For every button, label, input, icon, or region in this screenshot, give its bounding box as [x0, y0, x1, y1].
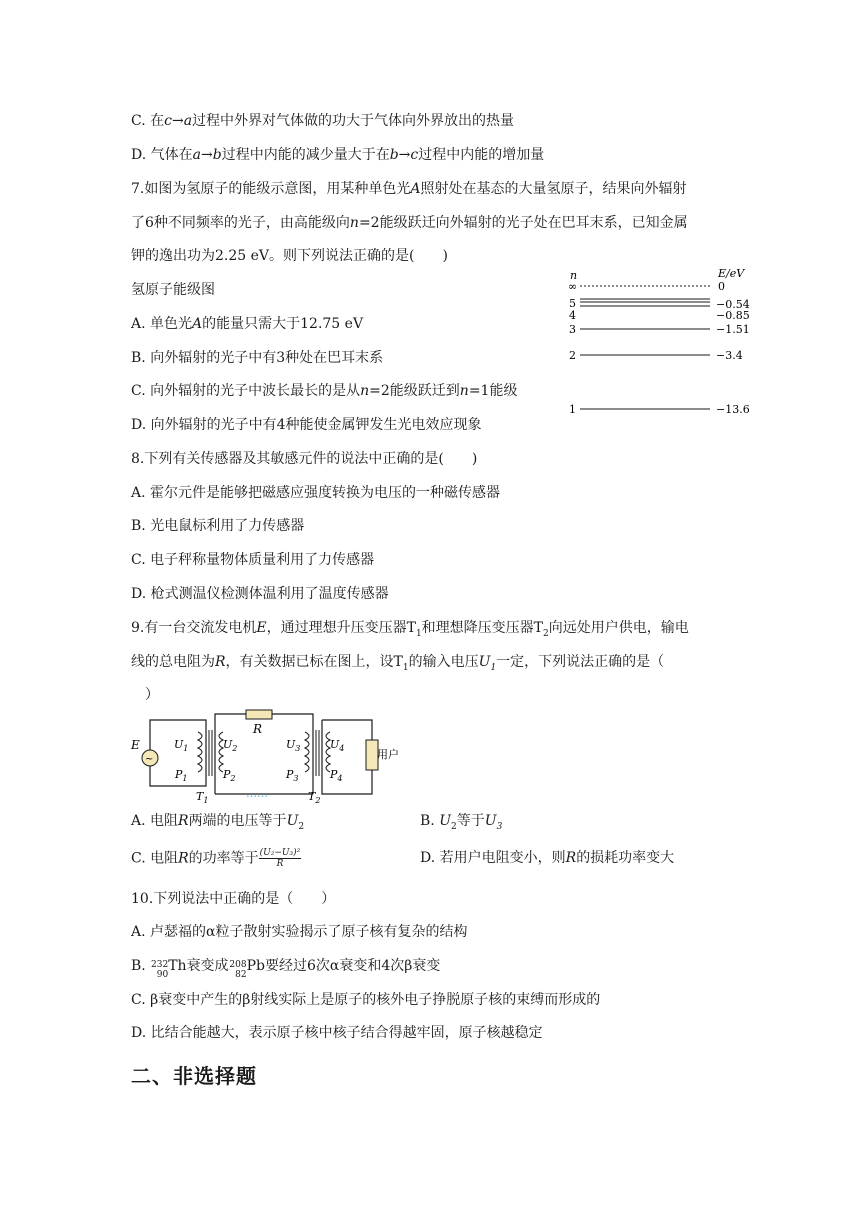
text: A. 电阻	[131, 813, 179, 829]
subscript: 2	[543, 628, 549, 639]
q7-option-c	[131, 381, 517, 401]
level-e-4: −0.85	[716, 309, 750, 322]
q8-option-a: A. 霍尔元件是能够把磁感应强度转换为电压的一种磁传感器	[131, 485, 501, 501]
arrow: →	[171, 113, 184, 129]
var: U	[286, 813, 299, 829]
q7-option-b: B. 向外辐射的光子中有3种处在巴耳末系	[131, 350, 384, 366]
q10-option-a: A. 卢瑟福的α粒子散射实验揭示了原子核有复杂的结构	[131, 924, 468, 940]
power-fraction	[259, 848, 302, 869]
q10-option-c: C. β衰变中产生的β射线实际上是原子的核外电子挣脱原子核的束缚而形成的	[131, 992, 601, 1008]
var: R	[565, 850, 577, 866]
subscript: 1	[415, 628, 422, 639]
q7-option-d: D. 向外辐射的光子中有4种能使金属钾发生光电效应现象	[131, 417, 482, 433]
label-u1: $U_1$	[174, 738, 189, 753]
q9-option-d	[420, 848, 674, 868]
q9-option-b	[420, 811, 502, 837]
q10-stem: 10.下列说法中正确的是（ ）	[131, 891, 336, 907]
level-n-1: 1	[569, 403, 576, 416]
mass-number: 208	[229, 960, 247, 970]
subscript: 1	[490, 662, 497, 673]
subscript: 1	[402, 662, 409, 673]
q7-caption: 氢原子能级图	[131, 282, 215, 298]
var: n	[459, 383, 469, 399]
q9-option-c	[131, 848, 301, 869]
q7-stem-line1	[131, 179, 686, 199]
text: C. 电阻	[131, 850, 179, 867]
var: A	[410, 181, 421, 197]
label-t2: $T_2$	[308, 790, 321, 805]
q7-option-a	[131, 314, 363, 334]
atomic-number: 90	[156, 970, 169, 980]
text: 照射处在基态的大量氢原子，结果向外辐射	[420, 181, 687, 197]
state-label: b	[212, 147, 222, 163]
q9-stem-line1	[131, 618, 689, 644]
text: D. 若用户电阻变小，则	[420, 850, 566, 866]
text: 和理想降压变压器T	[421, 620, 544, 636]
label-p3: $P_3$	[286, 768, 299, 783]
var: R	[215, 654, 226, 670]
text: 一定，下列说法正确的是（	[496, 654, 665, 670]
level-n-infinity: ∞	[568, 280, 578, 293]
text: 的能量只需大于12.75 eV	[202, 316, 364, 332]
q9-stem-line3: ）	[131, 687, 159, 703]
line-wire	[272, 714, 313, 720]
q6-option-d	[131, 145, 544, 165]
text: 过程中内能的减少量大于在	[221, 147, 390, 163]
arrow: →	[398, 147, 411, 163]
user-loop	[322, 720, 372, 794]
text: 的损耗功率变大	[576, 850, 675, 866]
label-u4: $U_4$	[330, 738, 345, 753]
level-e-5: −0.54	[716, 298, 750, 311]
level-e-3: −1.51	[716, 323, 750, 336]
subscript: 3	[496, 821, 503, 832]
label-p4: $P_4$	[330, 768, 343, 783]
label-p2: $P_2$	[223, 768, 236, 783]
text: B.	[131, 958, 151, 974]
dotted-connection: ……	[246, 787, 268, 800]
n-axis-label: n	[570, 269, 578, 282]
level-n-5: 5	[569, 297, 576, 310]
q10-option-b	[131, 956, 441, 980]
resistor-r	[246, 710, 272, 719]
text: 的输入电压	[408, 654, 479, 670]
text: 过程中外界对气体做的功大于气体向外界放出的热量	[192, 113, 515, 129]
level-n-3: 3	[569, 323, 576, 336]
q8-stem: 8.下列有关传感器及其敏感元件的说法中正确的是( )	[131, 451, 478, 467]
text: 向远处用户供电，输电	[548, 620, 689, 636]
q8-option-c: C. 电子秤称量物体质量利用了力传感器	[131, 552, 375, 568]
text: C. 在	[131, 113, 165, 129]
q9-option-a	[131, 811, 304, 837]
q7-stem-line3: 钾的逸出功为2.25 eV。则下列说法正确的是( )	[131, 248, 448, 264]
label-u2: $U_2$	[223, 738, 238, 753]
subscript: 2	[298, 821, 305, 832]
text: 要经过6次α衰变和4次β衰变	[264, 958, 441, 974]
text: =1能级	[468, 383, 518, 399]
text: =2能级跃迁向外辐射的光子处在巴耳末系，已知金属	[358, 215, 688, 231]
text: =2能级跃迁到	[369, 383, 460, 399]
element-symbol: Pb	[246, 958, 265, 974]
var: U	[484, 813, 497, 829]
text: 了6种不同频率的光子，由高能级向	[131, 215, 350, 231]
q9-stem-line2	[131, 652, 664, 678]
level-e-infinity: 0	[718, 280, 725, 293]
text: 过程中内能的增加量	[418, 147, 545, 163]
label-u3: $U_3$	[286, 738, 301, 753]
level-e-1: −13.6	[716, 403, 750, 416]
fraction-numerator: (U₂−U₃)²	[259, 848, 301, 858]
energy-axis-label: E/eV	[718, 267, 745, 280]
fraction-denominator: R	[276, 859, 284, 869]
element-symbol: Th	[168, 958, 187, 974]
text: 7.如图为氢原子的能级示意图，用某种单色光	[131, 181, 411, 197]
var: n	[349, 215, 359, 231]
line-wire	[215, 714, 246, 720]
text: 等于	[456, 813, 485, 829]
level-e-2: −3.4	[716, 349, 743, 362]
state-label: b	[389, 147, 399, 163]
arrow: →	[201, 147, 213, 163]
text: 的功率等于	[188, 850, 259, 867]
section-heading: 二、非选择题	[131, 1064, 257, 1088]
state-label: a	[183, 113, 193, 129]
q7-stem-line2	[131, 213, 688, 233]
atomic-number: 82	[235, 970, 247, 980]
text: B.	[420, 813, 440, 829]
text: ，有关数据已标在图上，设T	[225, 654, 403, 670]
level-n-2: 2	[569, 349, 576, 362]
circuit-diagram	[128, 708, 399, 805]
label-p1: $P_1$	[175, 768, 188, 783]
text: 衰变成	[186, 958, 229, 974]
ac-tilde: ~	[145, 754, 154, 765]
text: A. 单色光	[131, 316, 193, 332]
user-label: 用户	[377, 748, 399, 761]
level-n-4: 4	[569, 309, 576, 322]
q8-option-d: D. 枪式测温仪检测体温利用了温度传感器	[131, 586, 389, 602]
q6-option-c	[131, 111, 514, 131]
state-label: c	[164, 113, 172, 129]
state-label: a	[192, 147, 201, 163]
var: n	[360, 383, 370, 399]
subscript: 2	[451, 821, 457, 832]
text: 9.有一台交流发电机	[131, 620, 257, 636]
var: U	[478, 654, 491, 670]
nuclide-th	[150, 956, 169, 980]
state-label: c	[410, 147, 419, 163]
mass-number: 232	[151, 960, 169, 970]
q8-option-b: B. 光电鼠标利用了力传感器	[131, 518, 305, 534]
energy-level-diagram	[560, 265, 760, 425]
text: C. 向外辐射的光子中波长最长的是从	[131, 383, 361, 399]
user-loop	[322, 720, 372, 740]
var: U	[439, 813, 452, 829]
text: D. 气体在	[131, 147, 193, 163]
q10-option-d: D. 比结合能越大，表示原子核中核子结合得越牢固，原子核越稳定	[131, 1025, 543, 1041]
nuclide-pb	[229, 956, 247, 980]
label-t1: $T_1$	[196, 790, 209, 805]
text: ，通过理想升压变压器T	[266, 620, 416, 636]
generator-label: E	[131, 738, 140, 752]
var: R	[178, 813, 189, 829]
t1-primary-coil	[198, 732, 202, 772]
var: R	[178, 850, 189, 867]
var: A	[192, 316, 203, 332]
var: E	[256, 620, 267, 636]
text: 两端的电压等于	[188, 813, 287, 829]
t2-primary-coil	[305, 732, 309, 772]
resistor-label: R	[253, 722, 263, 736]
text: 线的总电阻为	[131, 654, 215, 670]
